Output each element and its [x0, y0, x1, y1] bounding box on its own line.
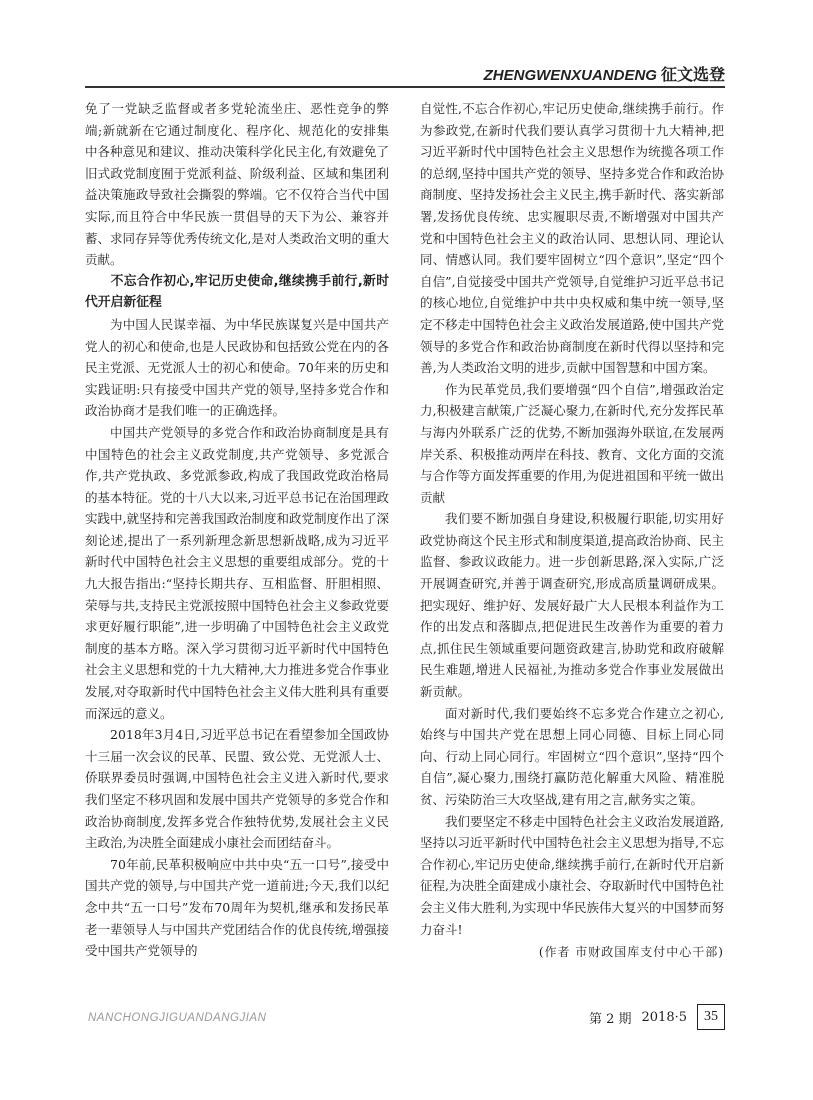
paragraph: 免了一党缺乏监督或者多党轮流坐庄、恶性竞争的弊端;新就新在它通过制度化、程序化、规范化的安排集中各种意见和建议、推动决策科学化民主化,有效避免了旧式政党制度囿于党派利益、阶级利益、区域和集团利益决策施政导致社会撕裂的弊端。它不仅符合当代中国实际,而且符合中华民族一贯倡导的天下为公、兼容并蓄、求同存异等优秀传统文化,是对人类政治文明的重大贡献。 [85, 101, 389, 268]
right-column [420, 98, 724, 964]
section-heading: 不忘合作初心,牢记历史使命,继续携手前行,新时代开启新征程 [85, 273, 389, 311]
header-title-cn: 征文选登 [660, 67, 725, 84]
paragraph: 我们要不断加强自身建设,积极履行职能,切实用好政党协商这个民主形式和制度渠道,提高政治协商、民主监督、参政议政能力。进一步创新思路,深入实际,广泛开展调查研究,并善于调查研究,形成高质量调研成果。把实现好、维护好、发展好最广大人民根本利益作为工作的出发点和落脚点,把促进民生改善作为重要的着力点,抓住民生领域重要问题资政建言,协助党和政府破解民生难题,增进人民福祉,为推动多党合作事业发展做出新贡献。 [420, 511, 724, 700]
paragraph: 70年前,民革积极响应中共中央“五一口号”,接受中国共产党的领导,与中国共产党一道前进;今天,我们以纪念中共“五一口号”发布70周年为契机,继承和发扬民革老一辈领导人与中国共产党团结合作的优良传统,增强接受中国共产党领导的 [85, 856, 389, 959]
paragraph: 作为民革党员,我们要增强“四个自信”,增强政治定力,积极建言献策,广泛凝心聚力,在新时代,充分发挥民革与海内外联系广泛的优势,不断加强海外联谊,在发展两岸关系、积极推动两岸在科技、教育、文化方面的交流与合作等方面发挥重要的作用,为促进祖国和平统一做出贡献 [420, 381, 724, 505]
issue-label: 第 2 期 [588, 1011, 632, 1027]
header-rule [85, 86, 725, 88]
header-title-latin: ZHENGWENXUANDENG [483, 67, 657, 84]
running-header [484, 62, 725, 85]
journal-name: NANCHONGJIGUANDANGJIAN [88, 1012, 267, 1024]
paragraph: 为中国人民谋幸福、为中华民族谋复兴是中国共产党人的初心和使命,也是人民政协和包括致公党在内的各民主党派、无党派人士的初心和使命。70年来的历史和实践证明:只有接受中国共产党的领导,坚持多党合作和政治协商才是我们唯一的正确选择。 [85, 316, 389, 419]
paragraph: 我们要坚定不移走中国特色社会主义政治发展道路,坚持以习近平新时代中国特色社会主义思想为指导,不忘合作初心,牢记历史使命,继续携手前行,在新时代开启新征程,为决胜全面建成小康社会、夺取新时代中国特色社会主义伟大胜利,为实现中华民族伟大复兴的中国梦而努力奋斗! [420, 813, 724, 937]
paragraph: 2018年3月4日,习近平总书记在看望参加全国政协十三届一次会议的民革、民盟、致公党、无党派人士、侨联界委员时强调,中国特色社会主义进入新时代,要求我们坚定不移巩固和发展中国共产党领导的多党合作和政治协商制度,发挥多党合作独特优势,发展社会主义民主政治,为决胜全面建成小康社会而团结奋斗。 [85, 727, 389, 851]
author-note: (作者 市财政国库支付中心干部) [538, 945, 724, 960]
paragraph: 中国共产党领导的多党合作和政治协商制度是具有中国特色的社会主义政党制度,共产党领导、多党派合作,共产党执政、多党派参政,构成了我国政党政治格局的基本特征。党的十八大以来,习近平总书记在治国理政实践中,就坚持和完善我国政治制度和政党制度作出了深刻论述,提出了一系列新理念新思想新战略,成为习近平新时代中国特色社会主义思想的重要组成部分。党的十九大报告指出:“坚持长期共存、互相监督、肝胆相照、荣辱与共,支持民主党派按照中国特色社会主义参政党要求更好履行职能”,进一步明确了中国特色社会主义政党制度的基本方略。深入学习贯彻习近平新时代中国特色社会主义思想和党的十九大精神,大力推进多党合作事业发展,对夺取新时代中国特色社会主义伟大胜利具有重要而深远的意义。 [85, 424, 389, 721]
page-footer [589, 1004, 725, 1030]
page-number: 35 [697, 1004, 725, 1030]
paragraph: 自觉性,不忘合作初心,牢记历史使命,继续携手前行。作为参政党,在新时代我们要认真学习贯彻十九大精神,把习近平新时代中国特色社会主义思想作为统揽各项工作的总纲,坚持中国共产党的领导、坚持多党合作和政治协商制度、坚持发扬社会主义民主,携手新时代、落实新部署,发扬优良传统、忠实履职尽责,不断增强对中国共产党和中国特色社会主义的政治认同、思想认同、理论认同、情感认同。我们要牢固树立“四个意识”,坚定“四个自信”,自觉接受中国共产党领导,自觉维护习近平总书记的核心地位,自觉维护中共中央权威和集中统一领导,坚定不移走中国特色社会主义政治发展道路,使中国共产党领导的多党合作和政治协商制度在新时代得以坚持和完善,为人类政治文明的进步,贡献中国智慧和中国方案。 [420, 101, 724, 376]
paragraph: 面对新时代,我们要始终不忘多党合作建立之初心,始终与中国共产党在思想上同心同德、目标上同心同向、行动上同心同行。牢固树立“四个意识”,坚持“四个自信”,凝心聚力,围绕打赢防范化解重大风险、精准脱贫、污染防治三大攻坚战,建有用之言,献务实之策。 [420, 705, 724, 807]
left-column [85, 98, 389, 962]
issue-date: 2018·5 [641, 1009, 687, 1025]
